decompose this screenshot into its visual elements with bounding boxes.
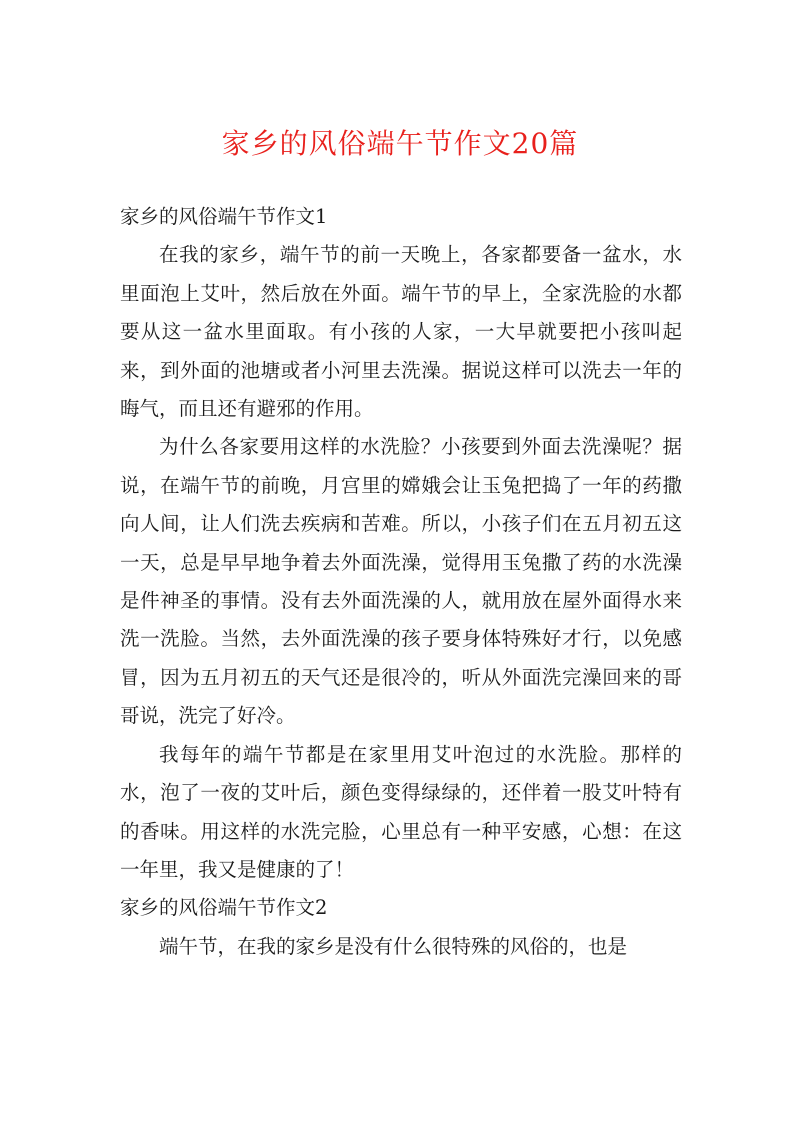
document-title: 家乡的风俗端午节作文20篇 <box>221 127 579 160</box>
paragraph: 为什么各家要用这样的水洗脸？小孩要到外面去洗澡呢？据说，在端午节的前晚，月宫里的嫦娥会让玉兔把捣了一年的药撒向人间，让人们洗去疾病和苦难。所以，小孩子们在五月初五这一天，总是早早地争着去外面洗澡，觉得用玉兔撒了药的水洗澡是件神圣的事情。没有去外面洗澡的人，就用放在屋外面得水来洗一洗脸。当然，去外面洗澡的孩子要身体特殊好才行，以免感冒，因为五月初五的天气还是很冷的，听从外面洗完澡回来的哥哥说，洗完了好冷。 <box>120 435 682 728</box>
section-heading: 家乡的风俗端午节作文1 <box>120 205 328 228</box>
section-heading: 家乡的风俗端午节作文2 <box>120 896 328 920</box>
paragraph: 在我的家乡，端午节的前一天晚上，各家都要备一盆水，水里面泡上艾叶，然后放在外面。端午节的早上，全家洗脸的水都要从这一盆水里面取。有小孩的人家，一大早就要把小孩叫起来，到外面的池塘或者小河里去洗澡。据说这样可以洗去一年的晦气，而且还有避邪的作用。 <box>120 243 682 421</box>
document-body <box>120 198 682 966</box>
paragraph: 端午节，在我的家乡是没有什么很特殊的风俗的，也是 <box>159 934 628 958</box>
paragraph: 我每年的端午节都是在家里用艾叶泡过的水洗脸。那样的水，泡了一夜的艾叶后，颜色变得绿绿的，还伴着一股艾叶特有的香味。用这样的水洗完脸，心里总有一种平安感，心想：在这一年里，我又是健康的了！ <box>120 742 682 881</box>
